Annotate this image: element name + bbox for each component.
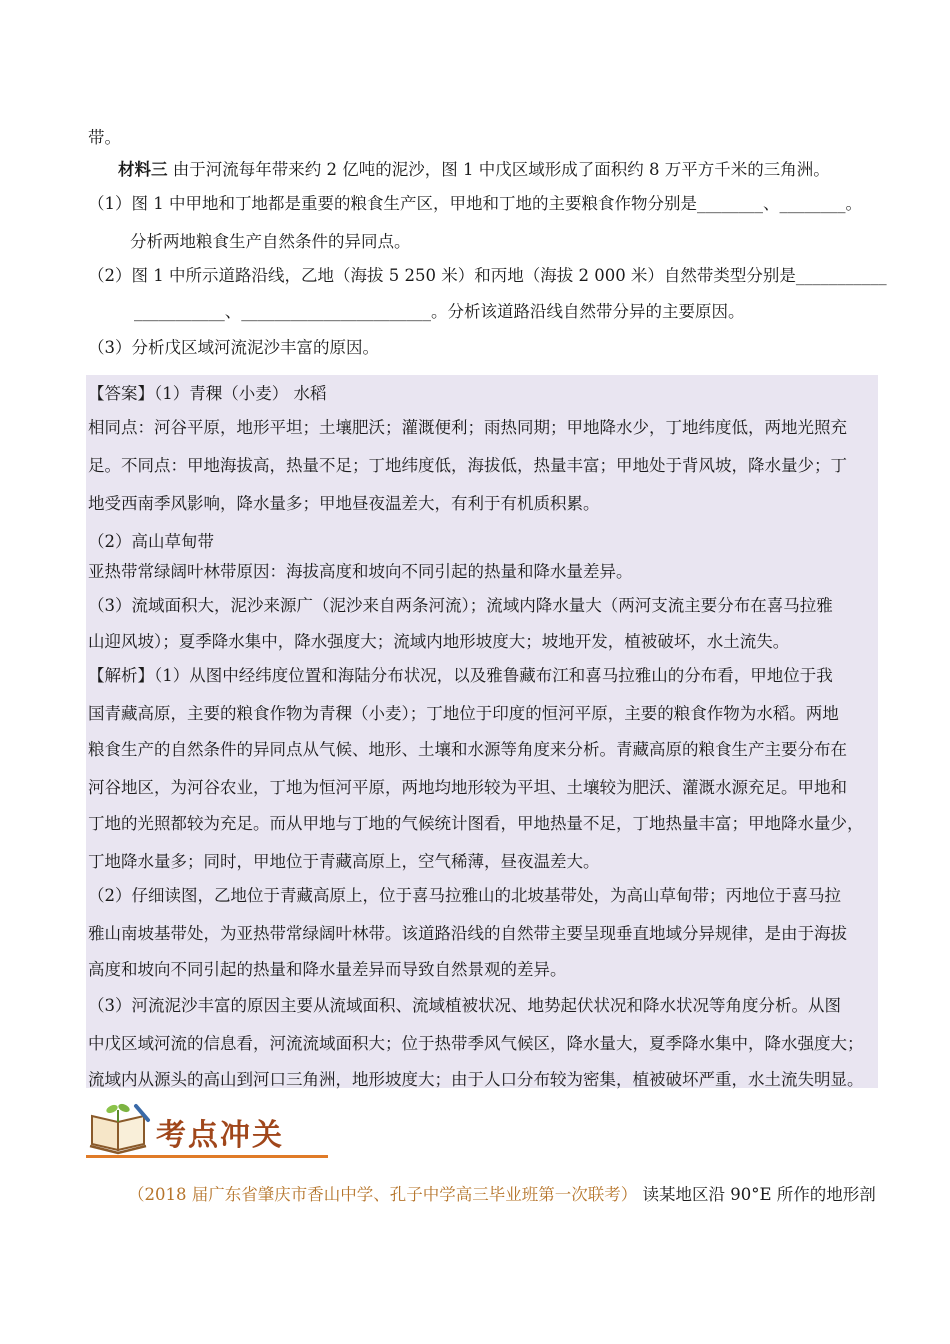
answer-line: 地受西南季风影响，降水量多；甲地昼夜温差大，有利于有机质积累。 (88, 494, 600, 513)
question-2-line: （2）图 1 中所示道路沿线，乙地（海拔 5 250 米）和丙地（海拔 2 000 米）自然带类型分别是___________ (88, 266, 887, 285)
question-text: 读某地区沿 90°E 所作的地形剖 (642, 1185, 876, 1204)
answer-line: 流域内从源头的高山到河口三角洲，地形坡度大；由于人口分布较为密集，植被破坏严重，水土流失明显。 (88, 1070, 864, 1089)
answer-line: 【答案】（1）青稞（小麦） 水稻 (88, 384, 327, 403)
answer-line: 丁地降水量多；同时，甲地位于青藏高原上，空气稀薄，昼夜温差大。 (88, 852, 600, 871)
section-banner (86, 1100, 326, 1158)
book-sprout-icon (86, 1100, 156, 1156)
answer-line: 高度和坡向不同引起的热量和降水量差异而导致自然景观的差异。 (88, 960, 567, 979)
answer-line: （2）高山草甸带 (88, 532, 214, 551)
material3-paragraph (118, 160, 870, 180)
answer-line: 粮食生产的自然条件的异同点从气候、地形、土壤和水源等角度来分析。青藏高原的粮食生产主要分布在 (88, 740, 847, 759)
question-source: （2018 届广东省肇庆市香山中学、孔子中学高三毕业班第一次联考） (128, 1185, 638, 1204)
answer-line: 雅山南坡基带处，为亚热带常绿阔叶林带。该道路沿线的自然带主要呈现垂直地域分异规律，是由于海拔 (88, 924, 847, 943)
question-2-line: ___________、_______________________。分析该道路沿线自然带分异的主要原因。 (134, 302, 745, 321)
section-banner-title: 考点冲关 (156, 1118, 284, 1153)
answer-line: 相同点：河谷平原，地形平坦；土壤肥沃；灌溉便利；雨热同期；甲地降水少，丁地纬度低，两地光照充 (88, 418, 847, 437)
answer-box (86, 375, 878, 1088)
answer-line: 国青藏高原，主要的粮食作物为青稞（小麦）；丁地位于印度的恒河平原，主要的粮食作物为水稻。两地 (88, 704, 839, 723)
answer-line: 亚热带常绿阔叶林带原因：海拔高度和坡向不同引起的热量和降水量差异。 (88, 562, 633, 581)
answer-line: 河谷地区，为河谷农业，丁地为恒河平原，两地均地形较为平坦、土壤较为肥沃、灌溉水源充足。甲地和 (88, 778, 847, 797)
next-question-line (128, 1185, 876, 1205)
material3-text: 由于河流每年带来约 2 亿吨的泥沙，图 1 中戊区域形成了面积约 8 万平方千米的三角洲。 (172, 160, 830, 179)
answer-line: 【解析】（1）从图中经纬度位置和海陆分布状况，以及雅鲁藏布江和喜马拉雅山的分布看，甲地位于我 (88, 666, 833, 685)
answer-line: （2）仔细读图，乙地位于青藏高原上，位于喜马拉雅山的北坡基带处，为高山草甸带；丙地位于喜马拉 (88, 886, 841, 905)
answer-line: （3）河流泥沙丰富的原因主要从流域面积、流域植被状况、地势起伏状况和降水状况等角度分析。从图 (88, 996, 841, 1015)
text-line: 带。 (88, 128, 121, 147)
answer-line: （3）流域面积大，泥沙来源广（泥沙来自两条河流）；流域内降水量大（两河支流主要分布在喜马拉雅 (88, 596, 833, 615)
answer-line: 足。不同点：甲地海拔高，热量不足；丁地纬度低，海拔低，热量丰富；甲地处于背风坡，降水量少；丁 (88, 456, 847, 475)
question-3-line: （3）分析戊区域河流泥沙丰富的原因。 (88, 338, 379, 357)
answer-line: 中戊区域河流的信息看，河流流域面积大；位于热带季风气候区，降水量大，夏季降水集中，降水强度大； (88, 1034, 864, 1053)
banner-divider (86, 1155, 328, 1158)
question-1-line: 分析两地粮食生产自然条件的异同点。 (130, 232, 411, 251)
answer-line: 丁地的光照都较为充足。而从甲地与丁地的气候统计图看，甲地热量不足，丁地热量丰富；甲地降水量少， (88, 814, 864, 833)
material3-label: 材料三 (118, 160, 168, 179)
question-1-line: （1）图 1 中甲地和丁地都是重要的粮食生产区，甲地和丁地的主要粮食作物分别是________、________。 (88, 194, 862, 213)
answer-line: 山迎风坡）；夏季降水集中，降水强度大；流域内地形坡度大；坡地开发，植被破坏，水土流失。 (88, 632, 790, 651)
